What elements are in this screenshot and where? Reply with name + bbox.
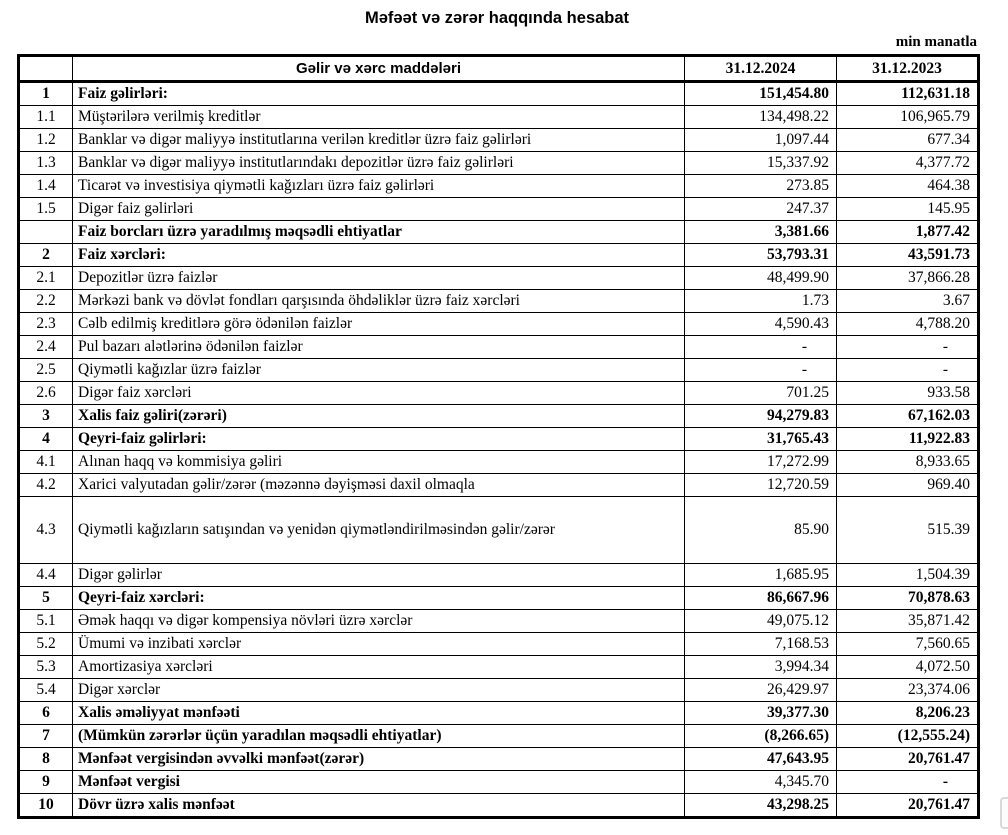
item-cell: Ümumi və inzibati xərclər <box>73 633 685 656</box>
row-number-cell: 5.1 <box>19 610 73 633</box>
value-2024-cell: 85.90 <box>685 497 837 564</box>
value-2024-cell: (8,266.65) <box>685 725 837 748</box>
value-2023-cell: 464.38 <box>837 175 979 198</box>
value-2024-cell: 39,377.30 <box>685 702 837 725</box>
table-row <box>19 290 979 313</box>
item-cell: Digər faiz gəlirləri <box>73 198 685 221</box>
value-2023-cell: - <box>837 771 979 794</box>
table-row <box>19 564 979 587</box>
value-2024-cell: 1,685.95 <box>685 564 837 587</box>
row-number-cell: 10 <box>19 794 73 818</box>
value-2023-cell: 1,877.42 <box>837 221 979 244</box>
item-cell: (Mümkün zərərlər üçün yaradılan məqsədli ehtiyatlar) <box>73 725 685 748</box>
table-row <box>19 382 979 405</box>
item-cell: Faiz xərcləri: <box>73 244 685 267</box>
value-2023-cell: 8,933.65 <box>837 451 979 474</box>
value-2023-cell: 8,206.23 <box>837 702 979 725</box>
table-row <box>19 656 979 679</box>
row-number-cell: 2 <box>19 244 73 267</box>
value-2023-cell: 20,761.47 <box>837 748 979 771</box>
row-number-cell: 3 <box>19 405 73 428</box>
value-2023-cell: 37,866.28 <box>837 267 979 290</box>
item-cell: Mənfəət vergisindən əvvəlki mənfəət(zərər) <box>73 748 685 771</box>
value-2023-cell: (12,555.24) <box>837 725 979 748</box>
value-2023-cell: 933.58 <box>837 382 979 405</box>
report-title: Məfəət və zərər haqqında hesabat <box>364 9 630 27</box>
value-2023-cell: 4,377.72 <box>837 152 979 175</box>
item-cell: Banklar və digər maliyyə institutlarına verilən kreditlər üzrə faiz gəlirləri <box>73 129 685 152</box>
row-number-cell: 1.4 <box>19 175 73 198</box>
value-2024-cell: 43,298.25 <box>685 794 837 818</box>
item-cell: Müştərilərə verilmiş kreditlər <box>73 106 685 129</box>
value-2023-cell: 106,965.79 <box>837 106 979 129</box>
row-number-cell: 7 <box>19 725 73 748</box>
item-cell: Banklar və digər maliyyə institutlarındakı depozitlər üzrə faiz gəlirləri <box>73 152 685 175</box>
item-cell: Digər faiz xərcləri <box>73 382 685 405</box>
value-2023-cell: 23,374.06 <box>837 679 979 702</box>
value-2023-cell: 20,761.47 <box>837 794 979 818</box>
row-number-cell: 1.2 <box>19 129 73 152</box>
value-2023-cell: 4,072.50 <box>837 656 979 679</box>
value-2023-cell: - <box>837 336 979 359</box>
item-cell: Qeyri-faiz xərcləri: <box>73 587 685 610</box>
row-number-cell: 5.4 <box>19 679 73 702</box>
value-2024-cell: 134,498.22 <box>685 106 837 129</box>
table-row <box>19 702 979 725</box>
item-cell: Xarici valyutadan gəlir/zərər (məzənnə dəyişməsi daxil olmaqla <box>73 474 685 497</box>
item-cell: Mərkəzi bank və dövlət fondları qarşısında öhdəliklər üzrə faiz xərcləri <box>73 290 685 313</box>
value-2023-cell: 7,560.65 <box>837 633 979 656</box>
row-number-cell: 8 <box>19 748 73 771</box>
value-2024-cell: 47,643.95 <box>685 748 837 771</box>
scrollbar-artifact <box>1000 797 1008 829</box>
value-2024-cell: 31,765.43 <box>685 428 837 451</box>
table-row <box>19 428 979 451</box>
value-2024-cell: 3,994.34 <box>685 656 837 679</box>
value-2023-cell: 3.67 <box>837 290 979 313</box>
value-2023-cell: 4,788.20 <box>837 313 979 336</box>
value-2024-cell: 7,168.53 <box>685 633 837 656</box>
row-number-cell: 1.5 <box>19 198 73 221</box>
value-2023-cell: 677.34 <box>837 129 979 152</box>
table-row <box>19 794 979 818</box>
value-2024-cell: 1,097.44 <box>685 129 837 152</box>
table-row <box>19 221 979 244</box>
value-2023-cell: 515.39 <box>837 497 979 564</box>
item-cell: Pul bazarı alətlərinə ödənilən faizlər <box>73 336 685 359</box>
item-cell: Cəlb edilmiş kreditlərə görə ödənilən faizlər <box>73 313 685 336</box>
row-number-cell: 6 <box>19 702 73 725</box>
row-number-cell: 2.4 <box>19 336 73 359</box>
value-2023-cell: 969.40 <box>837 474 979 497</box>
table-row <box>19 359 979 382</box>
row-number-cell: 2.1 <box>19 267 73 290</box>
item-cell: Dövr üzrə xalis mənfəət <box>73 794 685 818</box>
header-2023-cell: 31.12.2023 <box>837 56 979 82</box>
item-cell: Ticarət və investisiya qiymətli kağızları üzrə faiz gəlirləri <box>73 175 685 198</box>
value-2024-cell: 86,667.96 <box>685 587 837 610</box>
row-number-cell: 4.4 <box>19 564 73 587</box>
row-number-cell: 5.2 <box>19 633 73 656</box>
table-row <box>19 106 979 129</box>
table-row <box>19 771 979 794</box>
header-item-cell: Gəlir və xərc maddələri <box>73 56 685 82</box>
table-row <box>19 725 979 748</box>
item-cell: Depozitlər üzrə faizlər <box>73 267 685 290</box>
item-cell: Digər gəlirlər <box>73 564 685 587</box>
value-2023-cell: 35,871.42 <box>837 610 979 633</box>
value-2024-cell: 3,381.66 <box>685 221 837 244</box>
row-number-cell: 5.3 <box>19 656 73 679</box>
table-row <box>19 336 979 359</box>
header-row <box>19 56 979 82</box>
row-number-cell: 2.5 <box>19 359 73 382</box>
value-2024-cell: - <box>685 336 837 359</box>
item-cell: Mənfəət vergisi <box>73 771 685 794</box>
item-cell: Amortizasiya xərcləri <box>73 656 685 679</box>
row-number-cell: 4.3 <box>19 497 73 564</box>
value-2024-cell: 94,279.83 <box>685 405 837 428</box>
table-row <box>19 451 979 474</box>
table-row <box>19 198 979 221</box>
value-2024-cell: 4,345.70 <box>685 771 837 794</box>
value-2024-cell: 1.73 <box>685 290 837 313</box>
table-row <box>19 82 979 106</box>
table-row <box>19 313 979 336</box>
value-2024-cell: - <box>685 359 837 382</box>
row-number-cell <box>19 221 73 244</box>
row-number-cell: 4.2 <box>19 474 73 497</box>
value-2024-cell: 4,590.43 <box>685 313 837 336</box>
table-row <box>19 175 979 198</box>
row-number-cell: 1.3 <box>19 152 73 175</box>
row-number-cell: 2.2 <box>19 290 73 313</box>
table-row <box>19 587 979 610</box>
value-2024-cell: 48,499.90 <box>685 267 837 290</box>
item-cell: Xalis əməliyyat mənfəəti <box>73 702 685 725</box>
income-statement-table <box>17 54 980 819</box>
item-cell: Qiymətli kağızlar üzrə faizlər <box>73 359 685 382</box>
item-cell: Əmək haqqı və digər kompensiya növləri üzrə xərclər <box>73 610 685 633</box>
value-2024-cell: 151,454.80 <box>685 82 837 106</box>
table-row <box>19 267 979 290</box>
value-2024-cell: 247.37 <box>685 198 837 221</box>
value-2023-cell: 67,162.03 <box>837 405 979 428</box>
table-row <box>19 679 979 702</box>
table-row <box>19 497 979 564</box>
item-cell: Qeyri-faiz gəlirləri: <box>73 428 685 451</box>
value-2023-cell: 112,631.18 <box>837 82 979 106</box>
table-body <box>19 82 979 818</box>
row-number-cell: 4 <box>19 428 73 451</box>
row-number-cell: 1 <box>19 82 73 106</box>
table-row <box>19 610 979 633</box>
table-row <box>19 633 979 656</box>
item-cell: Alınan haqq və kommisiya gəliri <box>73 451 685 474</box>
table-row <box>19 152 979 175</box>
row-number-cell: 2.3 <box>19 313 73 336</box>
unit-note: min manatla <box>895 34 977 50</box>
value-2023-cell: 145.95 <box>837 198 979 221</box>
table-row <box>19 129 979 152</box>
value-2024-cell: 49,075.12 <box>685 610 837 633</box>
table-row <box>19 748 979 771</box>
value-2024-cell: 26,429.97 <box>685 679 837 702</box>
row-number-cell: 9 <box>19 771 73 794</box>
value-2023-cell: 70,878.63 <box>837 587 979 610</box>
item-cell: Faiz gəlirləri: <box>73 82 685 106</box>
item-cell: Faiz borcları üzrə yaradılmış məqsədli ehtiyatlar <box>73 221 685 244</box>
value-2024-cell: 273.85 <box>685 175 837 198</box>
item-cell: Digər xərclər <box>73 679 685 702</box>
value-2024-cell: 17,272.99 <box>685 451 837 474</box>
value-2023-cell: 1,504.39 <box>837 564 979 587</box>
item-cell: Xalis faiz gəliri(zərəri) <box>73 405 685 428</box>
item-cell: Qiymətli kağızların satışından və yenidən qiymətləndirilməsindən gəlir/zərər <box>73 497 685 564</box>
value-2024-cell: 53,793.31 <box>685 244 837 267</box>
value-2024-cell: 15,337.92 <box>685 152 837 175</box>
row-number-cell: 1.1 <box>19 106 73 129</box>
header-2024-cell: 31.12.2024 <box>685 56 837 82</box>
row-number-cell: 5 <box>19 587 73 610</box>
value-2023-cell: 43,591.73 <box>837 244 979 267</box>
table-row <box>19 474 979 497</box>
value-2024-cell: 12,720.59 <box>685 474 837 497</box>
row-number-cell: 2.6 <box>19 382 73 405</box>
value-2023-cell: - <box>837 359 979 382</box>
table-row <box>19 244 979 267</box>
row-number-cell: 4.1 <box>19 451 73 474</box>
value-2024-cell: 701.25 <box>685 382 837 405</box>
table-row <box>19 405 979 428</box>
value-2023-cell: 11,922.83 <box>837 428 979 451</box>
header-number-cell <box>19 56 73 82</box>
